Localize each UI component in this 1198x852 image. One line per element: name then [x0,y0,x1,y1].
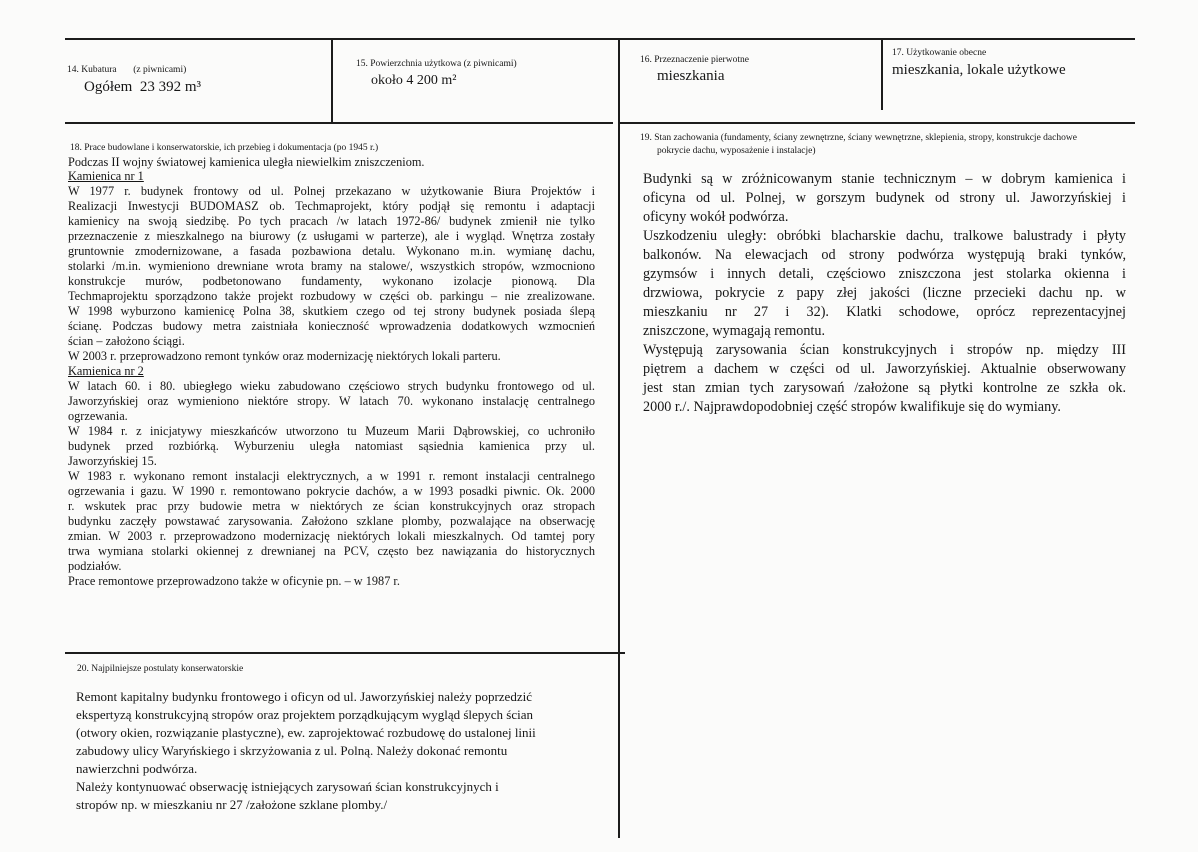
header-divider-3 [881,38,883,110]
text-line: ścianę. Podczas budowy metra zaistniała konieczność wprowadzenia dodatkowych wzmocnień [68,319,595,333]
text-line: Jaworzyńskiej oraz wymieniono niektóre stropy. W latach 70. wykonano instalację centralnego [68,394,595,408]
text-line: stropów np. w mieszkaniu nr 27 /założone szklane plomby./ [76,797,388,812]
text-line: (otwory okien, rozwiązanie plastyczne), ew. zaprojektować rozbudowę do ustalonej linii [76,725,536,740]
field-16-label: 16. Przeznaczenie pierwotne [640,55,749,65]
text-line: gzymsów i innych detali, częściowo zniszczona jest stolarka okienna i [643,266,1126,282]
subheading-kamienica-2: Kamienica nr 2 [68,364,144,378]
section-18-title: 18. Prace budowlane i konserwatorskie, ich przebieg i dokumentacja (po 1945 r.) [70,143,379,153]
text-line: zniszczone, wymagają remontu. [643,323,825,339]
text-line: ogrzewania. [68,409,128,423]
header-bottom-rule-right [618,122,1135,124]
top-rule [65,38,1135,40]
text-line: W 1984 r. z inicjatywy mieszkańców utworzono tu Muzeum Marii Dąbrowskiej, co uchroniło [68,424,595,438]
text-line: Remont kapitalny budynku frontowego i oficyn od ul. Jaworzyńskiej należy poprzedzić [76,689,532,704]
text-line: Budynki są w zróżnicowanym stanie technicznym – w dobrym kamienica i [643,171,1126,187]
text-line: W 1977 r. budynek frontowy od ul. Polnej przekazano w użytkowanie Biura Projektów i [68,184,595,198]
text-line: oficyny wokół podwórza. [643,209,789,225]
text-line: ogrzewania i gazu. W 1990 r. remontowano pokrycie dachów, a w 1993 posadki piwnic. Ok. 2000 [68,484,595,498]
text-line: Występują zarysowania ścian konstrukcyjnych i stropów np. między III [643,342,1126,358]
text-line: r. wskutek prac przy budowie metra w niektórych ze ścian konstrukcyjnych oraz stropach [68,499,595,513]
text-line: nawierzchni podwórza. [76,761,198,776]
field-15-label: 15. Powierzchnia użytkowa (z piwnicami) [356,59,517,69]
column-divider [618,38,620,838]
field-17-label: 17. Użytkowanie obecne [892,48,987,58]
field-15-value: około 4 200 m² [371,73,457,88]
text-line: oficyna od ul. Polnej, w gorszym budynek od strony ul. Jaworzyńskiej i [643,190,1126,206]
text-line: gruntownie zmodernizowane, a fasada pozbawiona detalu. Wykonano m.in. wymianę dachu, [68,244,595,258]
section-20-top-rule [65,652,625,654]
text-line: Techmaprojektu sporządzono także projekt rozbudowy w części ob. parkingu – nie zrealizowane. [68,289,595,303]
text-line: mieszkaniu nr 27 i 32). Klatki schodowe, oprócz reprezentacyjnej [643,304,1126,320]
text-line: Podczas II wojny światowej kamienica uległa niewielkim zniszczeniom. [68,155,425,169]
section-19-title-cont: pokrycie dachu, wyposażenie i instalacje) [657,146,816,156]
text-line: drzwiowa, pokrycie z papy złej jakości (liczne przecieki dachu np. w [643,285,1126,301]
field-14-value: Ogółem 23 392 m³ [84,79,201,95]
text-line: Prace remontowe przeprowadzono także w oficynie pn. – w 1987 r. [68,574,400,588]
text-line: Realizacji Inwestycji BUDOMASZ ob. Techmaprojekt, który podjął się remontu i adaptacji [68,199,595,213]
text-line: W latach 60. i 80. ubiegłego wieku zabudowano częściowo strych budynku frontowego od ul. [68,379,595,393]
text-line: jest stan zmian tych zarysowań /założone są płytki kontrolne ze szkła ok. [643,380,1126,396]
text-line: Jaworzyńskiej 15. [68,454,157,468]
text-line: ścian – założono ściągi. [68,334,185,348]
text-line: budynku zaczęły powstawać zarysowania. Założono szklane plomby, pozwalające na obserwację [68,514,595,528]
text-line: piętrem a dachem w części od ul. Jaworzyńskiej. Aktualnie obserwowany [643,361,1126,377]
text-line: przeznaczenie z mieszkalnego na biurowy (z usługami w parterze), ale i wygląd. Wnętrza zostały [68,229,595,243]
field-16-value: mieszkania [657,68,725,84]
text-line: stolarki /m.in. wymieniono drewniane wrota bramy na stalowe/, wszystkich stropów, wzmocniono [68,259,595,273]
text-line: W 1998 wyburzono kamienicę Polna 38, skutkiem czego od tej strony budynek posiada ślepą [68,304,595,318]
text-line: Należy kontynuować obserwację istniejących zarysowań ścian konstrukcyjnych i [76,779,499,794]
text-line: W 2003 r. przeprowadzono remont tynków oraz modernizację niektórych lokali parteru. [68,349,501,363]
text-line: konstrukcje murów, podbetonowano fundamenty, wykonano izolacje pionową. Dla [68,274,595,288]
header-divider-1 [331,38,333,122]
subheading-kamienica-1: Kamienica nr 1 [68,169,144,183]
text-line: podziałów. [68,559,122,573]
text-line: budynek przed rozbiórką. Wyburzeniu uległa natomiast sąsiednia kamienica przy ul. [68,439,595,453]
header-bottom-rule [65,122,613,124]
section-20-title: 20. Najpilniejsze postulaty konserwatorskie [77,664,244,674]
field-17-value: mieszkania, lokale użytkowe [892,62,1066,78]
section-19-title: 19. Stan zachowania (fundamenty, ściany zewnętrzne, ściany wewnętrzne, sklepienia, stropy, konstrukcje dachowe [640,133,1077,143]
text-line: kamienicy na swoją siedzibę. Po tych pracach /w latach 1972-86/ budynek zmienił nie tylko [68,214,595,228]
text-line: zmian. W 2003 r. przeprowadzono modernizację niektórych lokali mieszkalnych. Od tamtej pory [68,529,595,543]
text-line: ekspertyzą konstrukcyjną stropów oraz projektem porządkującym wygląd ślepych ścian [76,707,534,722]
text-line: zabudowy ulicy Waryńskiego i skrzyżowania z ul. Polną. Należy dokonać remontu [76,743,508,758]
text-line: W 1983 r. wykonano remont instalacji elektrycznych, a w 1991 r. remont instalacji centralnego [68,469,595,483]
text-line: balkonów. Na elewacjach od strony podwórza występują braki tynków, [643,247,1126,263]
text-line: 2000 r./. Najprawdopodobniej część stropów kwalifikuje się do wymiany. [643,399,1061,415]
field-14-label: 14. Kubatura (z piwnicami) [67,65,187,75]
text-line: Uszkodzeniu uległy: obróbki blacharskie dachu, tralkowe balustrady i płyty [643,228,1126,244]
text-line: trwa wymiana stolarki okiennej z drewnianej na PCV, często bez nawiązania do historycznych [68,544,595,558]
